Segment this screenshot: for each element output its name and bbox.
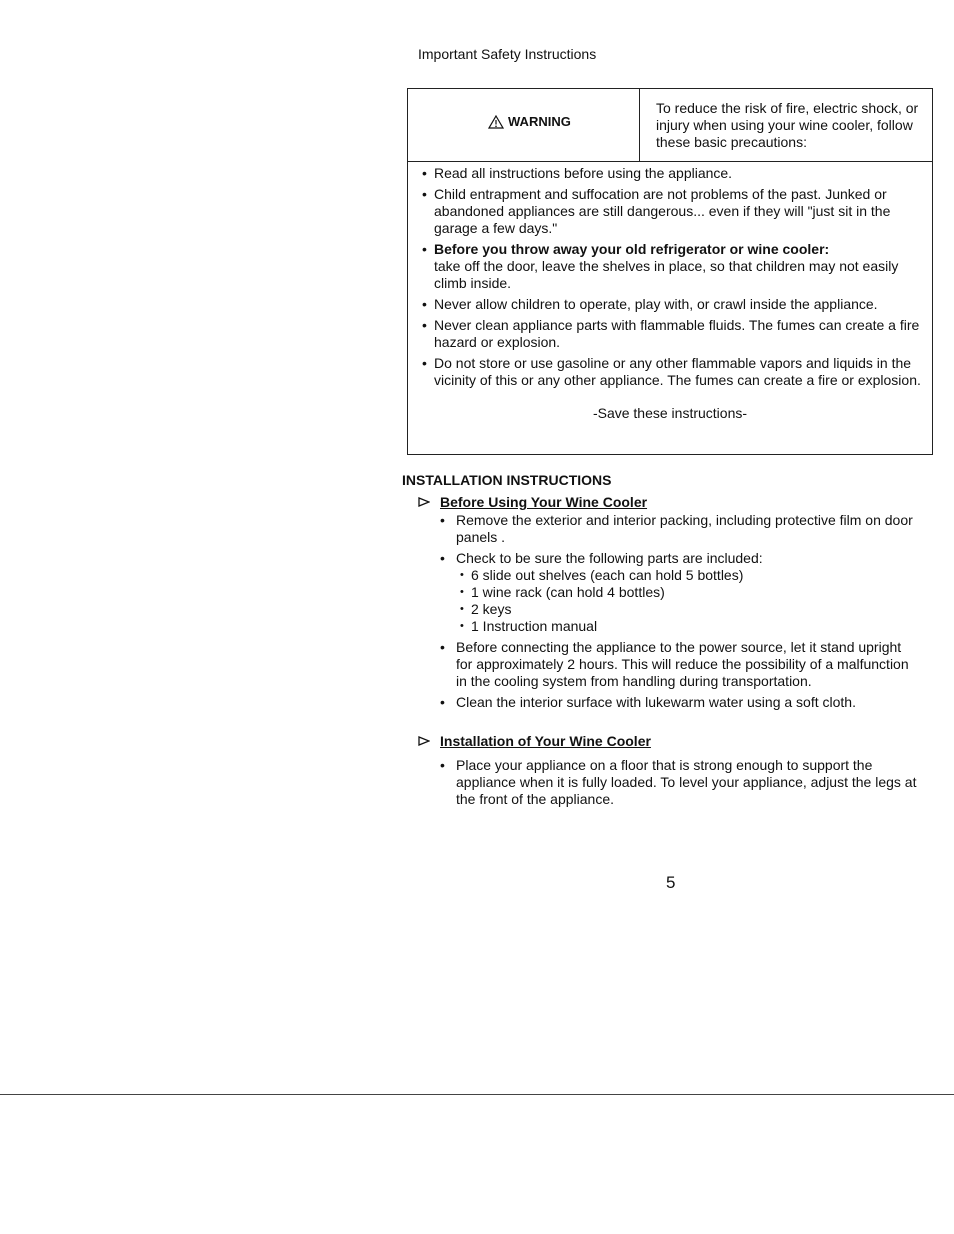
warning-header-row	[408, 89, 932, 162]
part-item: • 1 wine rack (can hold 4 bottles)	[460, 584, 920, 601]
before-using-title: Before Using Your Wine Cooler	[440, 494, 648, 510]
warning-divider	[639, 89, 640, 161]
safety-rule-bold: Before you throw away your old refrigerator or wine cooler:	[434, 241, 830, 257]
safety-rule: • Child entrapment and suffocation are not problems of the past. Junked or abandoned appliances are still dangerous... even if they will "just sit in the garage a few days."	[422, 186, 922, 237]
warning-label-text: WARNING	[508, 114, 571, 129]
list-item: • Remove the exterior and interior packing, including protective film on door panels .	[440, 512, 920, 546]
safety-rule: • Never allow children to operate, play with, or crawl inside the appliance.	[422, 296, 922, 313]
part-item: • 2 keys	[460, 601, 920, 618]
safety-rule	[422, 241, 922, 292]
installation-heading: INSTALLATION INSTRUCTIONS	[402, 472, 612, 488]
list-item: • Before connecting the appliance to the power source, let it stand upright for approximately 2 hours. This will reduce the possibility of a malfunction in the cooling system from handling during transportation.	[440, 639, 920, 690]
list-item	[440, 550, 920, 635]
warning-label	[488, 114, 571, 129]
warning-box	[407, 88, 933, 455]
list-item: • Place your appliance on a floor that is strong enough to support the appliance when it is fully loaded. To level your appliance, adjust the legs at the front of the appliance.	[440, 757, 920, 808]
part-item: • 6 slide out shelves (each can hold 5 bottles)	[460, 567, 920, 584]
safety-rule: • Read all instructions before using the appliance.	[422, 165, 922, 182]
parts-list	[456, 567, 920, 635]
before-using-list	[440, 508, 920, 711]
installation-of-title: Installation of Your Wine Cooler	[440, 733, 651, 749]
arrow-right-icon	[418, 733, 440, 749]
installation-of-heading	[418, 733, 651, 749]
safety-rules-list	[422, 161, 922, 389]
list-item-text: Check to be sure the following parts are included:	[456, 550, 763, 566]
safety-rule: • Never clean appliance parts with flammable fluids. The fumes can create a fire hazard or explosion.	[422, 317, 922, 351]
page-number: 5	[666, 873, 676, 892]
safety-rule-text: take off the door, leave the shelves in place, so that children may not easily climb inside.	[434, 258, 899, 291]
installation-of-list	[440, 753, 920, 808]
save-instructions-note: -Save these instructions-	[592, 405, 748, 421]
page-bottom-rule	[0, 1094, 954, 1095]
part-item: • 1 Instruction manual	[460, 618, 920, 635]
page-header: Important Safety Instructions	[418, 46, 597, 62]
warning-triangle-icon	[488, 115, 504, 129]
safety-rule: • Do not store or use gasoline or any other flammable vapors and liquids in the vicinity of this or any other appliance. The fumes can create a fire or explosion.	[422, 355, 922, 389]
arrow-right-icon	[418, 494, 440, 510]
warning-intro: To reduce the risk of fire, electric shock, or injury when using your wine cooler, follow these basic precautions:	[656, 100, 919, 150]
list-item: • Clean the interior surface with lukewarm water using a soft cloth.	[440, 694, 920, 711]
